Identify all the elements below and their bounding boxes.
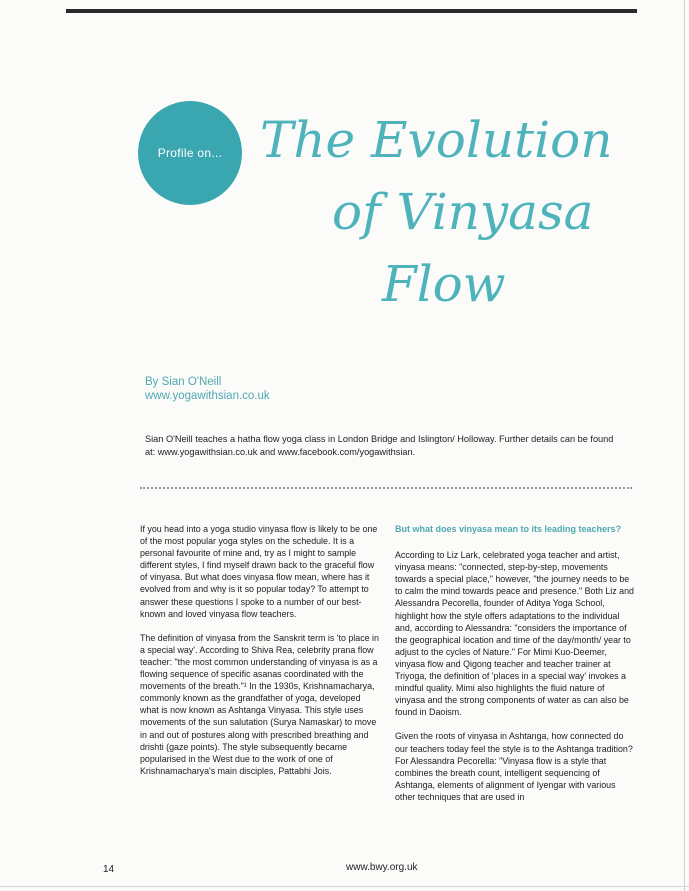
title-line-1: The Evolution	[260, 111, 613, 169]
bottom-rule	[0, 886, 689, 887]
article-title	[252, 104, 652, 320]
page-edge	[684, 0, 685, 891]
left-column	[140, 523, 380, 789]
title-line-3: Flow	[382, 255, 506, 313]
title-line-2: of Vinyasa	[332, 183, 594, 241]
footer-url[interactable]: www.bwy.org.uk	[346, 862, 418, 873]
byline	[145, 375, 270, 403]
badge-label: Profile on...	[157, 146, 223, 160]
author-name: By Sian O'Neill	[145, 376, 222, 388]
profile-badge	[138, 101, 242, 205]
paragraph: Given the roots of vinyasa in Ashtanga, how connected do our teachers today feel the style is to the Ashtanga tradition? For Alessandra Pecorella: "Vinyasa flow is a style that combines the breath count, intelligent sequencing of Ashtanga, elements of alignment of Iyengar with various other techniques that are used in	[395, 731, 633, 802]
right-column	[395, 523, 635, 815]
dotted-divider	[140, 487, 632, 489]
paragraph: If you head into a yoga studio vinyasa flow is likely to be one of the most popular yoga styles on the schedule. It is a personal favourite of mine and, try as I might to sample different styles, I find myself drawn back to the graceful flow of vinyasa. But what does vinyasa flow mean, where has it evolved from and why is it so popular today? To attempt to answer these questions I spoke to a number of our best-known and loved vinyasa flow teachers.	[140, 524, 378, 619]
author-intro: Sian O'Neill teaches a hatha flow yoga class in London Bridge and Islington/ Holloway. Further details can be found at: www.yogawithsian.co.uk and www.facebook.com/yogawithsian.	[145, 434, 614, 457]
page-number: 14	[103, 864, 115, 875]
section-heading: But what does vinyasa mean to its leading teachers?	[395, 524, 622, 534]
author-url[interactable]: www.yogawithsian.co.uk	[145, 390, 270, 402]
top-rule	[66, 9, 637, 13]
paragraph: According to Liz Lark, celebrated yoga teacher and artist, vinyasa means: "connected, step-by-step, movements towards a special place," however, "the journey needs to be to calm the mind towards peace and presence." Both Liz and Alessandra Pecorella, founder of Aditya Yoga School, highlight how the style offers adaptations to the individual and, according to Alessandra: "considers the importance of the geographical location and time of the day/month/ year to adjust to the cycles of Nature." For Mimi Kuo-Deemer, vinyasa flow and Qigong teacher and teacher trainer at Triyoga, the definition of 'places in a special way' invokes a mindful quality. Mimi also highlights the fluid nature of vinyasa and the strong components of water as can also be found in Daoism.	[395, 550, 634, 718]
paragraph: The definition of vinyasa from the Sanskrit term is 'to place in a special way'. According to Shiva Rea, celebrity prana flow teacher: "the most common understanding of vinyasa is as a flowing sequence of specific asanas coordinated with the movements of the breath."¹ In the 1930s, Krishnamacharya, commonly known as the grandfather of yoga, developed what is now known as Ashtanga Vinyasa. This style uses movements of the sun salutation (Surya Namaskar) to move in and out of postures along with prescribed breathing and drishti (gaze points). The style subsequently became popularised in the West due to the work of one of Krishnamacharya's main disciples, Pattabhi Jois.	[140, 632, 379, 776]
